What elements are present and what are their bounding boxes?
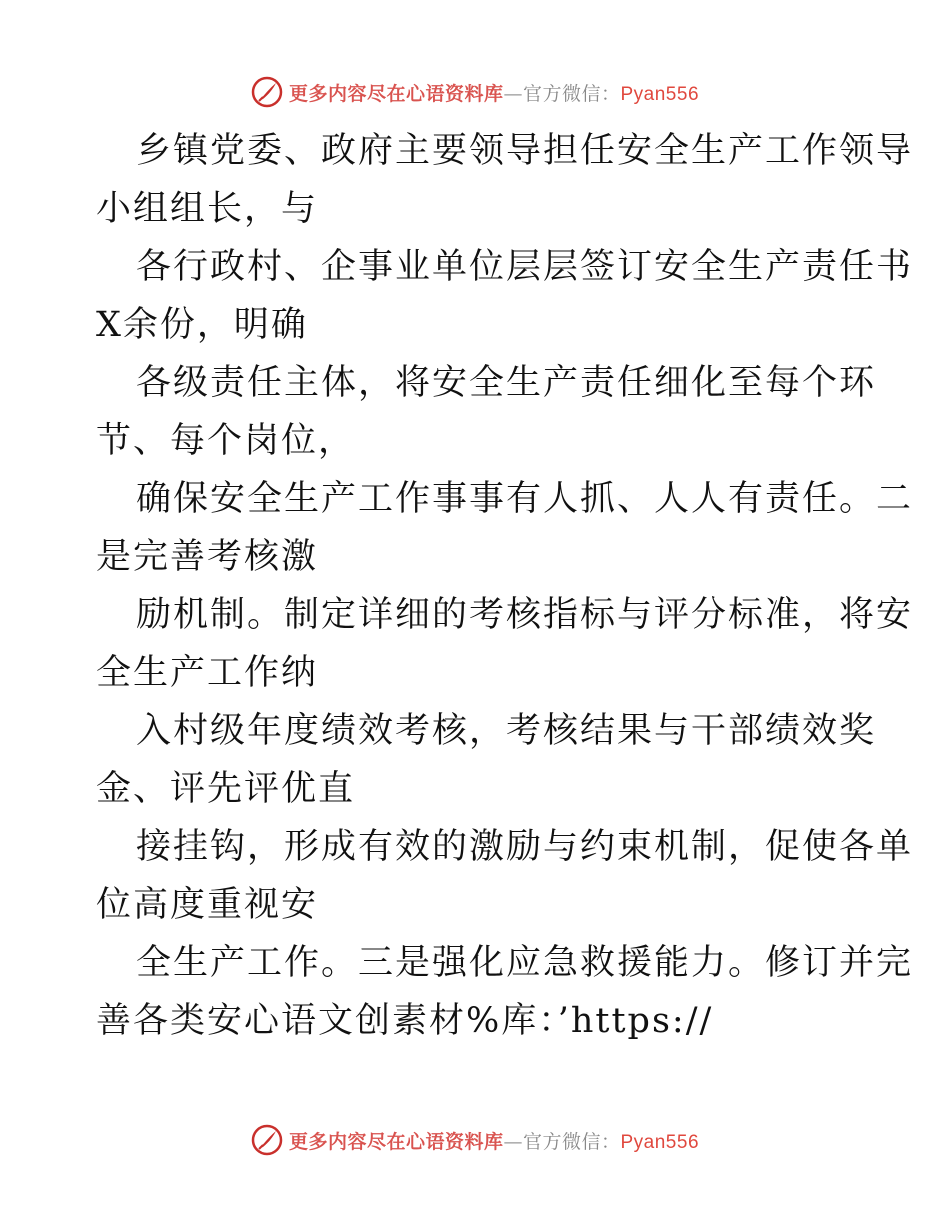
body-line: 接挂钩，形成有效的激励与约束机制，促使各单 (136, 827, 914, 867)
body-line: 位高度重视安 (96, 885, 319, 925)
document-body (96, 122, 914, 1050)
banner-dash: — (503, 1130, 523, 1153)
body-line: 入村级年度绩效考核，考核结果与干部绩效奖 (136, 711, 877, 751)
body-line: 确保安全生产工作事事有人抓、人人有责任。二 (136, 479, 914, 519)
body-line: 全生产工作纳 (96, 653, 319, 693)
body-line: 节、每个岗位， (96, 421, 356, 461)
header-banner (0, 72, 950, 112)
banner-wechat-label: 官方微信： (522, 82, 621, 105)
banner-wechat-handle: Pyan556 (620, 83, 700, 105)
banner-wechat-handle: Pyan556 (620, 1131, 700, 1153)
body-line: 金、评先评优直 (96, 769, 356, 809)
body-line: 善各类安心语文创素材%库：’https:// (96, 1001, 714, 1041)
body-line: X余份，明确 (96, 305, 308, 345)
body-line: 是完善考核激 (96, 537, 319, 577)
body-line: 全生产工作。三是强化应急救援能力。修订并完 (136, 943, 914, 983)
body-line: 励机制。制定详细的考核指标与评分标准，将安 (136, 595, 914, 635)
quill-pen-logo-icon (251, 76, 283, 108)
footer-banner-text (289, 1127, 699, 1154)
banner-wechat-label: 官方微信： (522, 1130, 621, 1153)
banner-site-text: 更多内容尽在心语资料库 (288, 82, 504, 105)
banner-site-text: 更多内容尽在心语资料库 (288, 1130, 504, 1153)
body-line: 各级责任主体，将安全生产责任细化至每个环 (136, 363, 877, 403)
banner-dash: — (503, 82, 523, 105)
footer-banner (0, 1120, 950, 1160)
body-line: 小组组长，与 (96, 189, 319, 229)
quill-pen-logo-icon (251, 1124, 283, 1156)
body-line: 乡镇党委、政府主要领导担任安全生产工作领导 (136, 131, 914, 171)
body-line: 各行政村、企事业单位层层签订安全生产责任书 (136, 247, 914, 287)
header-banner-text (289, 79, 699, 106)
